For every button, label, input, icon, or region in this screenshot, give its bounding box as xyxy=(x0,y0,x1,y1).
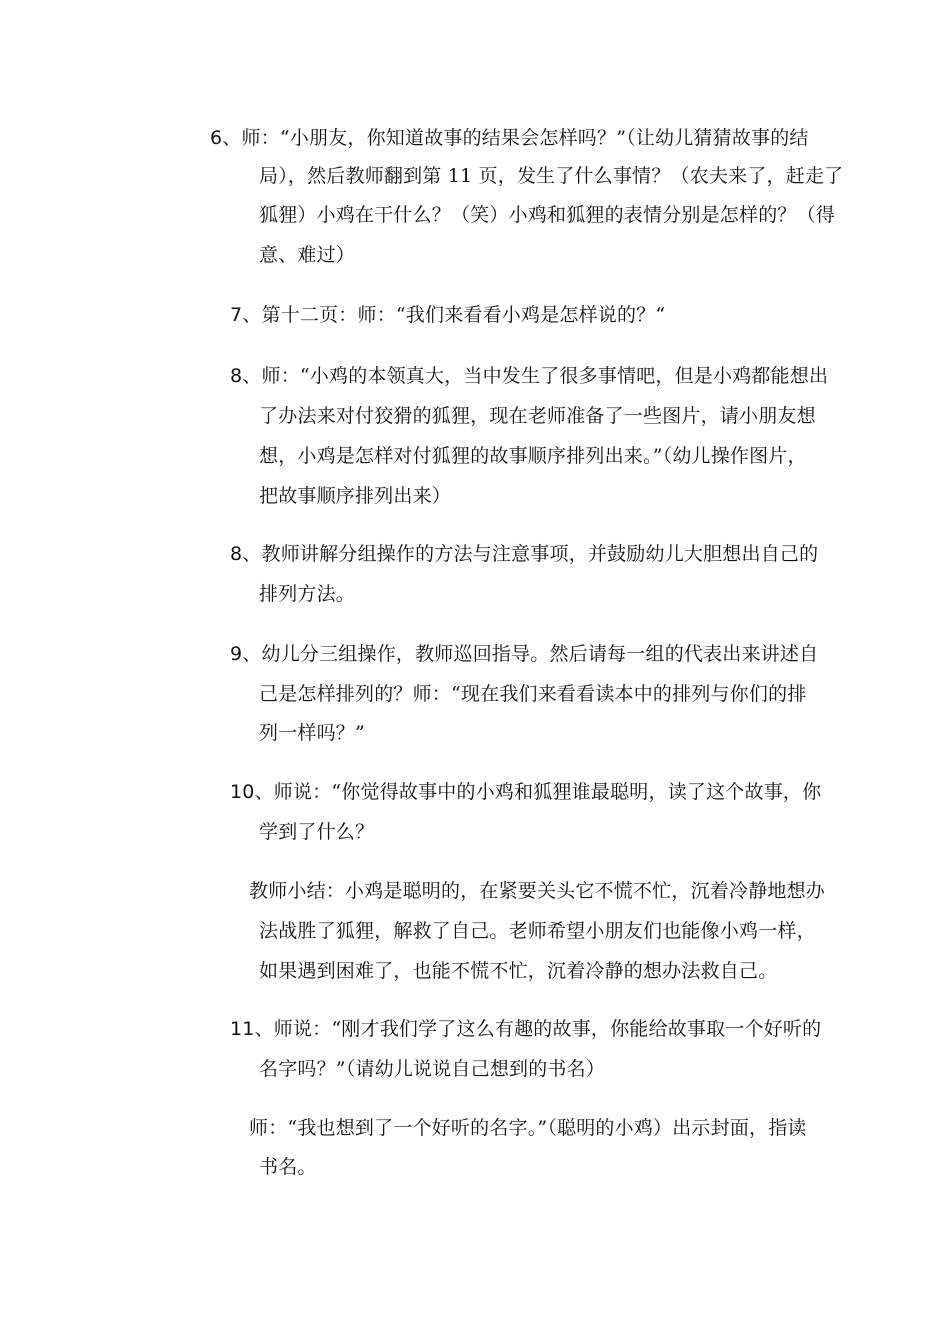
text-line: 名字吗？”（请幼儿说说自己想到的书名） xyxy=(259,1058,606,1080)
step-number: 7 xyxy=(230,304,243,326)
text-line: 排列方法。 xyxy=(259,583,356,605)
text-line: 书名。 xyxy=(259,1156,317,1178)
line-text: 、师：“小朋友，你知道故事的结果会怎样吗？”（让幼儿猜猜故事的结 xyxy=(222,127,809,149)
text-line xyxy=(230,364,828,388)
text-line xyxy=(230,780,821,804)
step-number: 8 xyxy=(230,365,243,387)
text-line: 了办法来对付狡猾的狐狸，现在老师准备了一些图片，请小朋友想 xyxy=(259,405,816,427)
text-line xyxy=(230,303,665,327)
line-text: 、教师讲解分组操作的方法与注意事项，并鼓励幼儿大胆想出自己的 xyxy=(242,543,819,565)
text-line: 局），然后教师翻到第 11 页，发生了什么事情？（农夫来了，赶走了 xyxy=(259,165,844,187)
text-line: 法战胜了狐狸，解救了自己。老师希望小朋友们也能像小鸡一样， xyxy=(259,920,816,942)
text-line: 己是怎样排列的？师：“现在我们来看看读本中的排列与你们的排 xyxy=(259,683,807,705)
text-line xyxy=(230,542,818,566)
text-line: 狐狸）小鸡在干什么？（笑）小鸡和狐狸的表情分别是怎样的？（得 xyxy=(259,204,836,226)
text-line: 如果遇到困难了，也能不慌不忙，沉着冷静的想办法救自己。 xyxy=(259,960,778,982)
text-line: 把故事顺序排列出来） xyxy=(259,485,452,507)
step-number: 8 xyxy=(230,543,243,565)
text-line xyxy=(210,126,809,150)
text-line xyxy=(230,642,818,666)
step-number: 10 xyxy=(230,781,255,803)
line-text: 、幼儿分三组操作，教师巡回指导。然后请每一组的代表出来讲述自 xyxy=(242,643,819,665)
text-line: 学到了什么？ xyxy=(259,821,375,843)
text-line: 教师小结：小鸡是聪明的，在紧要关头它不慌不忙，沉着冷静地想办 xyxy=(249,880,826,902)
line-text: 、师说：“你觉得故事中的小鸡和狐狸谁最聪明，读了这个故事，你 xyxy=(254,781,822,803)
line-text: 、第十二页：师：“我们来看看小鸡是怎样说的？“ xyxy=(242,304,666,326)
line-text: 、师：“小鸡的本领真大，当中发生了很多事情吧，但是小鸡都能想出 xyxy=(242,365,829,387)
step-number: 6 xyxy=(210,127,223,149)
text-line: 意、难过） xyxy=(259,244,356,266)
text-line xyxy=(230,1017,821,1041)
text-line: 师：“我也想到了一个好听的名字。”（聪明的小鸡）出示封面，指读 xyxy=(249,1117,807,1139)
text-line: 列一样吗？” xyxy=(259,722,365,744)
line-text: 、师说：“刚才我们学了这么有趣的故事，你能给故事取一个好听的 xyxy=(254,1018,822,1040)
step-number: 11 xyxy=(230,1018,255,1040)
step-number: 9 xyxy=(230,643,243,665)
text-line: 想，小鸡是怎样对付狐狸的故事顺序排列出来。”（幼儿操作图片， xyxy=(259,445,807,467)
